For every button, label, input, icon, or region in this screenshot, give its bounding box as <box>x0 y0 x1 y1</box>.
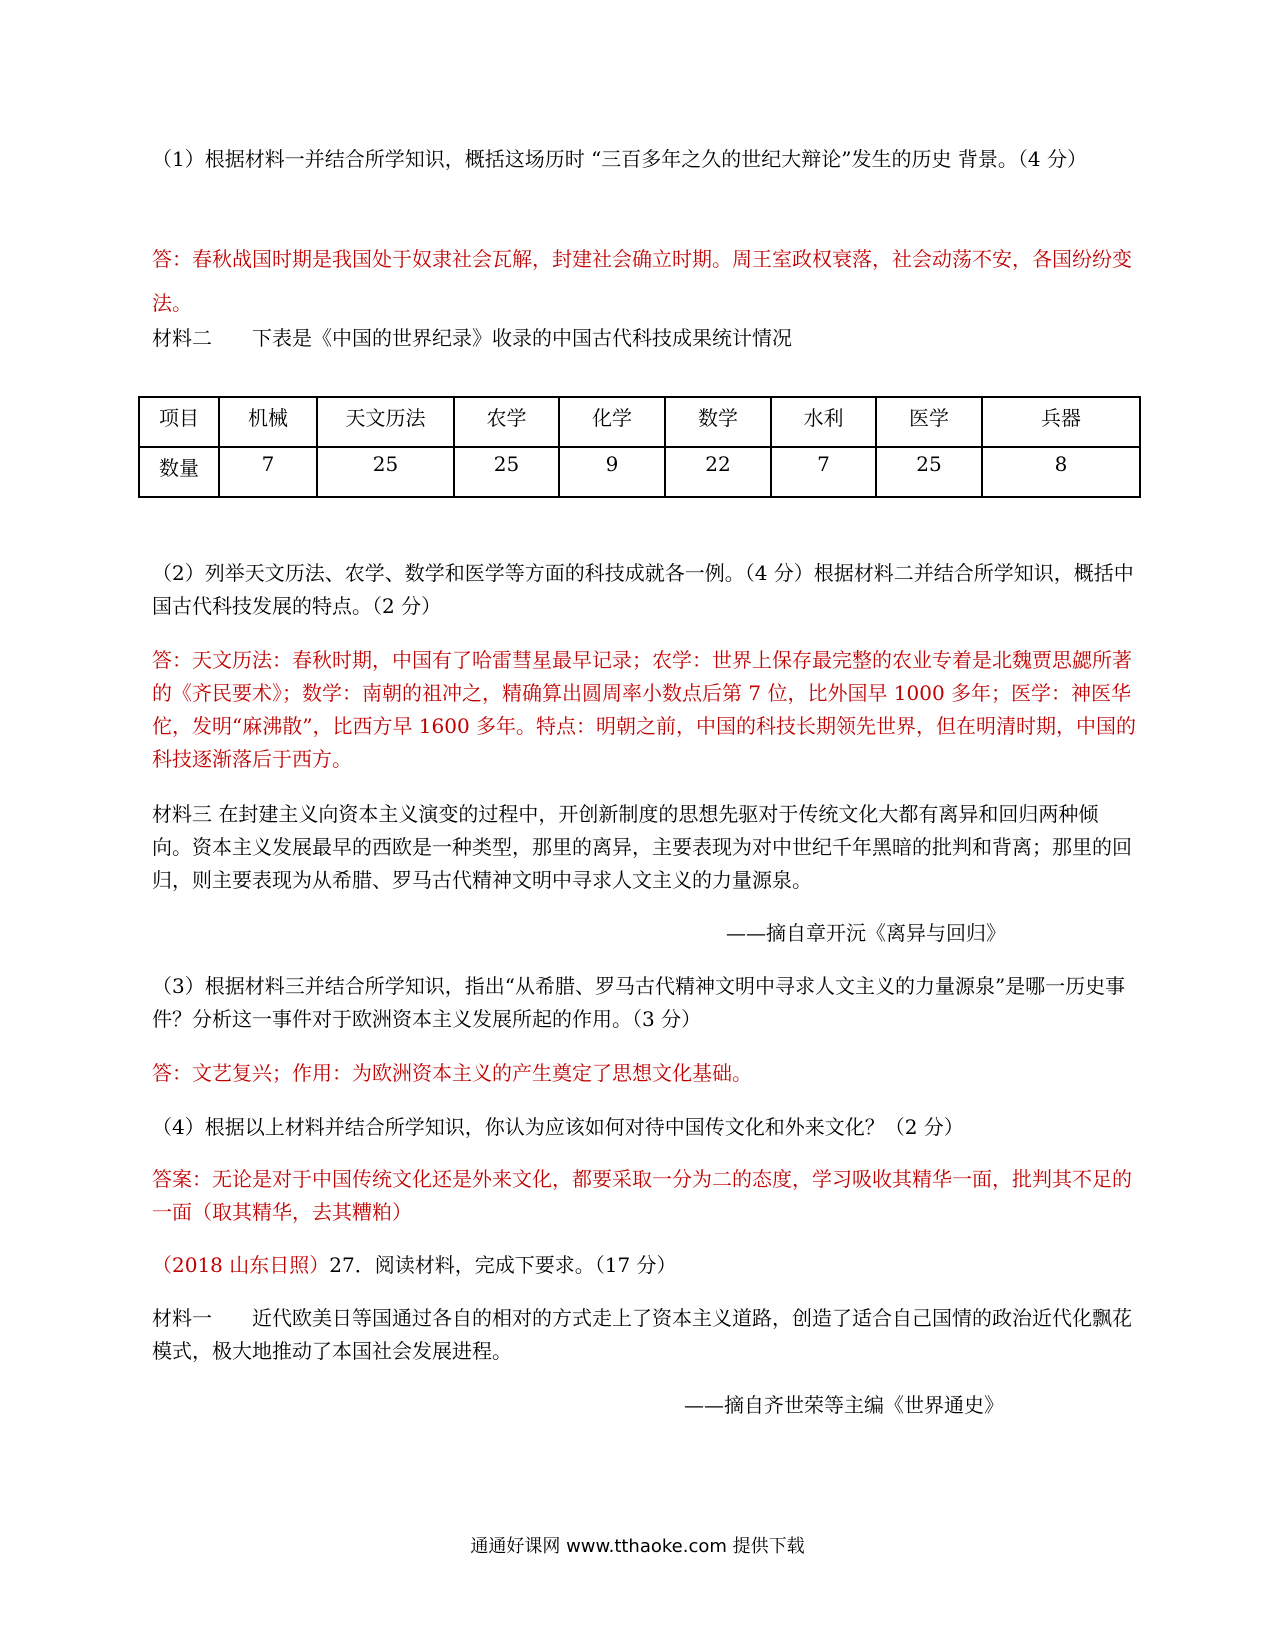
material-2-intro: 材料二 下表是《中国的世界纪录》收录的中国古代科技成果统计情况 <box>152 326 792 350</box>
table-cell-category: 化学 <box>559 397 665 447</box>
table-cell-value: 22 <box>665 447 771 497</box>
table-cell-value: 9 <box>559 447 665 497</box>
table-cell-value: 25 <box>454 447 559 497</box>
table-cell-value: 8 <box>982 447 1140 497</box>
question-27-prompt: 27．阅读材料，完成下要求。（17 分） <box>329 1253 677 1277</box>
tech-achievements-table <box>138 396 1141 498</box>
question-4: （4）根据以上材料并结合所学知识，你认为应该如何对待中国传文化和外来文化？（2 分） <box>152 1115 964 1139</box>
material-1b-source: ——摘自齐世荣等主编《世界通史》 <box>684 1393 1004 1417</box>
question-27 <box>152 1249 1137 1282</box>
table-cell-header-label: 项目 <box>139 397 219 447</box>
table-cell-value: 7 <box>771 447 876 497</box>
table-cell-value: 25 <box>876 447 982 497</box>
answer-4: 答案：无论是对于中国传统文化还是外来文化，都要采取一分为二的态度，学习吸收其精华一面，批判其不足的一面（取其精华，去其糟粕） <box>152 1167 1132 1224</box>
table-cell-value: 25 <box>317 447 454 497</box>
table-cell-category: 医学 <box>876 397 982 447</box>
table-cell-category: 数学 <box>665 397 771 447</box>
question-1: （1）根据材料一并结合所学知识，概括这场历时 “三百多年之久的世纪大辩论”发生的历史 背景。（4 分） <box>152 147 1087 171</box>
table-cell-category: 天文历法 <box>317 397 454 447</box>
table-cell-value: 7 <box>219 447 317 497</box>
question-3: （3）根据材料三并结合所学知识，指出“从希腊、罗马古代精神文明中寻求人文主义的力量源泉”是哪一历史事件？分析这一事件对于欧洲资本主义发展所起的作用。（3 分） <box>152 974 1126 1031</box>
answer-3: 答：文艺复兴；作用：为欧洲资本主义的产生奠定了思想文化基础。 <box>152 1061 752 1085</box>
material-1b-text: 材料一 近代欧美日等国通过各自的相对的方式走上了资本主义道路，创造了适合自己国情的政治近代化飘花模式，极大地推动了本国社会发展进程。 <box>152 1306 1132 1363</box>
table-cell-category: 兵器 <box>982 397 1140 447</box>
table-cell-category: 机械 <box>219 397 317 447</box>
table-cell-category: 农学 <box>454 397 559 447</box>
page-footer: 通通好课网 www.tthaoke.com 提供下载 <box>470 1536 805 1557</box>
answer-1: 答：春秋战国时期是我国处于奴隶社会瓦解，封建社会确立时期。周王室政权衰落，社会动荡不安，各国纷纷变法。 <box>152 247 1132 315</box>
material-3-source: ——摘自章开沅《离异与回归》 <box>726 921 1006 945</box>
material-3-text: 材料三 在封建主义向资本主义演变的过程中，开创新制度的思想先驱对于传统文化大都有离异和回归两种倾向。资本主义发展最早的西欧是一种类型，那里的离异，主要表现为对中世纪千年黑暗的批判和背离；那里的回归，则主要表现为从希腊、罗马古代精神文明中寻求人文主义的力量源泉。 <box>152 802 1132 892</box>
table-cell-category: 水利 <box>771 397 876 447</box>
table-row-values <box>139 447 1140 497</box>
table-cell-value-label: 数量 <box>139 447 219 497</box>
question-2: （2）列举天文历法、农学、数学和医学等方面的科技成就各一例。（4 分）根据材料二并结合所学知识，概括中国古代科技发展的特点。（2 分） <box>152 561 1134 618</box>
answer-2: 答：天文历法：春秋时期，中国有了哈雷彗星最早记录；农学：世界上保存最完整的农业专着是北魏贾思勰所著的《齐民要术》；数学：南朝的祖冲之，精确算出圆周率小数点后第 7 位，比外国早 1000 多年；医学：神医华佗，发明“麻沸散”，比西方早 1600 多年。特点：明朝之前，中国的科技长期领先世界，但在明清时期，中国的科技逐渐落后于西方。 <box>152 648 1137 771</box>
question-27-source-tag: （2018 山东日照） <box>152 1253 330 1277</box>
table-row-header <box>139 397 1140 447</box>
